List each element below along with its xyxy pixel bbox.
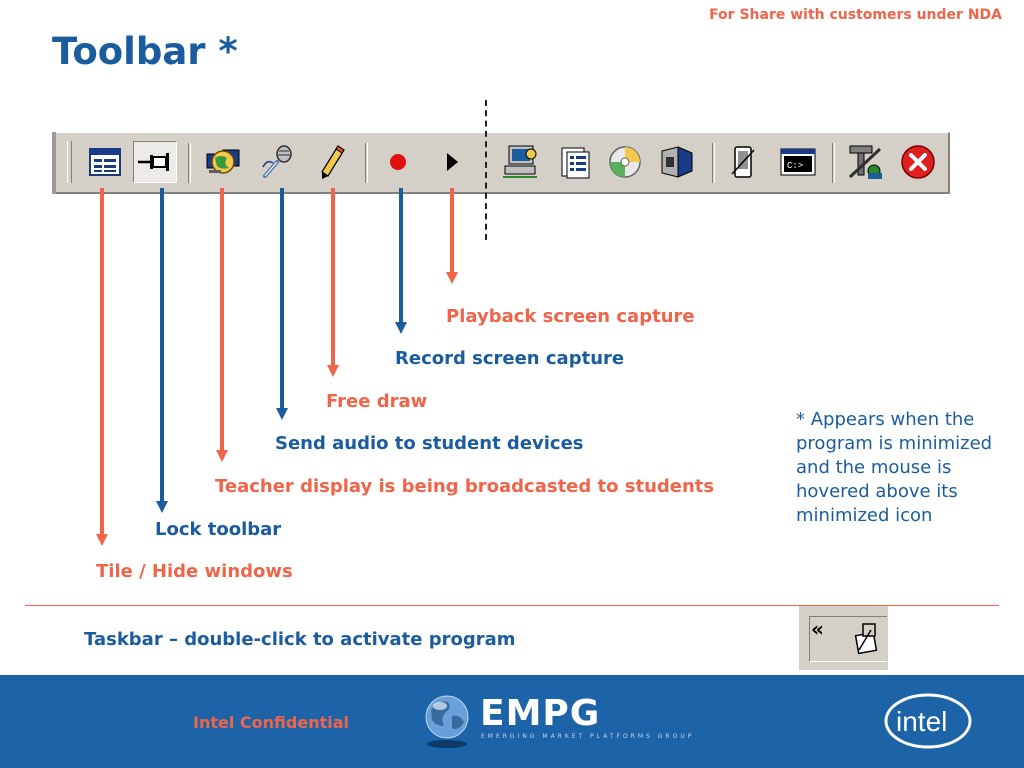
footer-confidential: Intel Confidential — [193, 713, 349, 732]
intel-logo-text: intel — [896, 706, 948, 737]
callout-free-draw: Free draw — [326, 391, 428, 412]
intel-logo — [882, 689, 978, 753]
page-title: Toolbar * — [52, 30, 238, 73]
callout-playback: Playback screen capture — [446, 306, 695, 327]
tray-tools-icon[interactable] — [849, 620, 883, 656]
minimized-note: * Appears when the program is minimized and the mouse is hovered above its minimized icon — [796, 409, 993, 526]
chevron-left-icon[interactable]: « — [811, 617, 824, 641]
empg-tagline: EMERGING MARKET PLATFORMS GROUP — [481, 733, 695, 740]
command-prompt-text: C:> — [787, 161, 804, 171]
taskbar-caption: Taskbar – double-click to activate program — [84, 629, 516, 650]
callout-tile-hide: Tile / Hide windows — [96, 561, 293, 582]
callout-record: Record screen capture — [395, 348, 625, 369]
globe-logo-icon — [422, 692, 472, 750]
nda-notice: For Share with customers under NDA — [709, 7, 1002, 23]
footer-bar — [0, 675, 1024, 768]
callout-lock-toolbar: Lock toolbar — [155, 519, 282, 540]
empg-wordmark: EMPG — [480, 693, 601, 734]
taskbar-tray[interactable] — [798, 606, 888, 670]
callout-teacher-display: Teacher display is being broadcasted to students — [215, 476, 715, 497]
callout-send-audio: Send audio to student devices — [275, 433, 584, 454]
